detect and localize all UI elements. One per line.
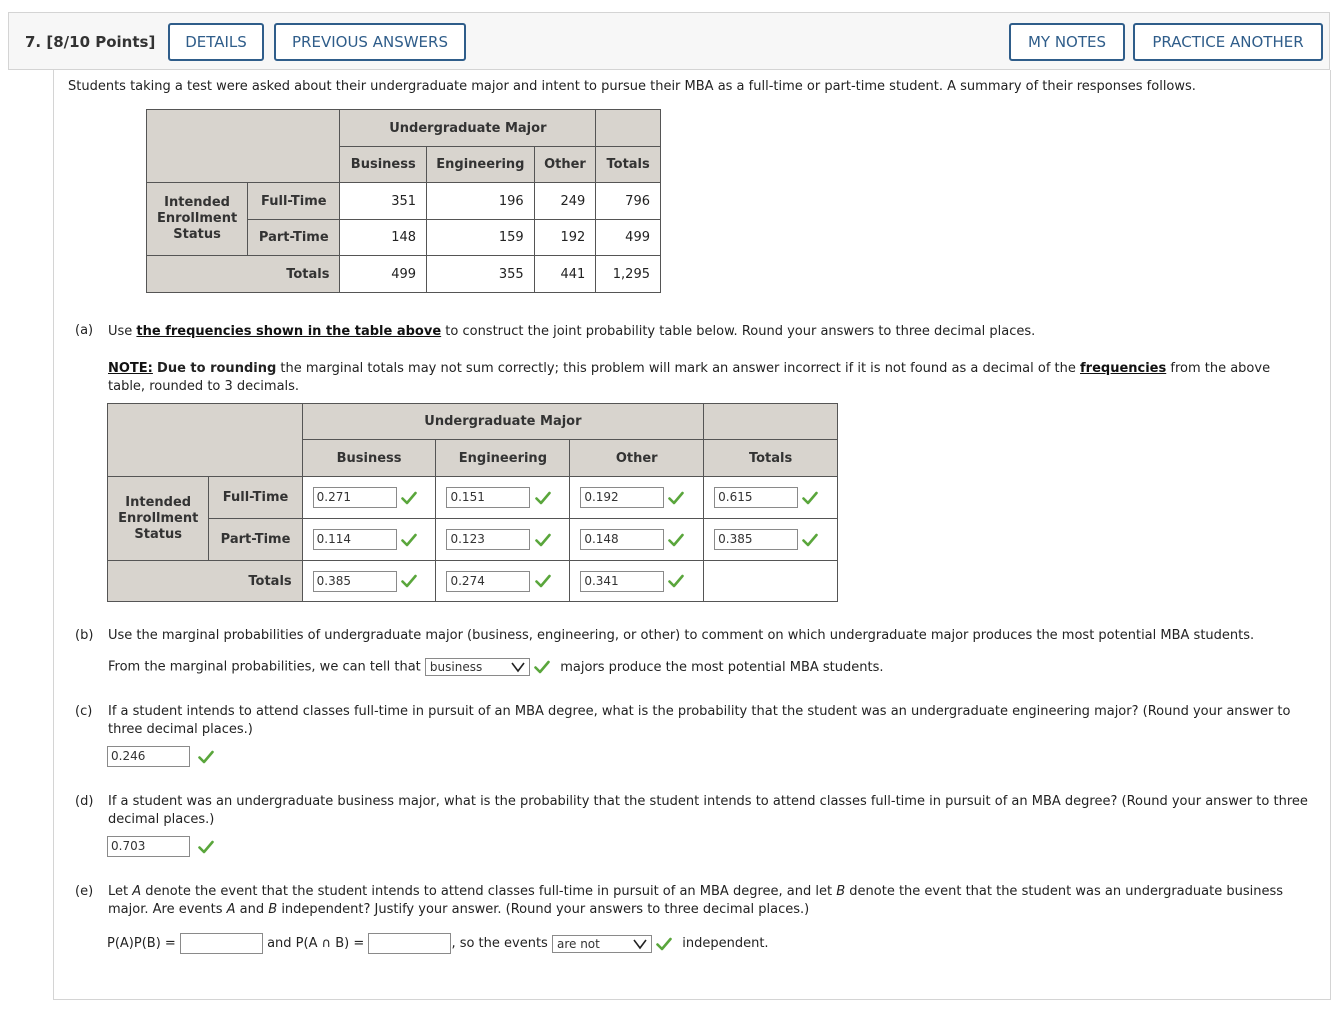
joint-row-totals: Totals [108,561,303,602]
note-text-1: the marginal totals may not sum correctly; this problem will mark an answer incorrect if it is not found as a decimal of the [276,361,1080,376]
part-d-question: If a student was an undergraduate business major, what is the probability that the student intends to attend classes full-time in pursuit of an MBA degree? (Round your answer to three decimal places.) [108,794,1308,827]
joint-cell-ft-totals [704,477,838,519]
joint-corner-cell [108,404,303,477]
answer-input[interactable]: 0.271 [313,487,397,508]
part-a-post: to construct the joint probability table below. Round your answers to three decimal places. [441,324,1036,339]
check-icon [198,840,214,854]
row-part-time: Part-Time [248,220,340,256]
row-totals: Totals [147,256,340,293]
part-e-tail: independent. [682,936,769,951]
part-e-marker: (e) [75,884,94,899]
event-a: A [226,902,236,917]
joint-cell-pt-other [570,519,704,561]
part-b-marker: (b) [75,628,94,643]
corner-cell [147,110,340,183]
joint-probability-table [107,403,838,602]
check-icon [535,533,551,547]
joint-cell-total-engineering [436,561,570,602]
joint-cell-total-other [570,561,704,602]
frequency-table [146,109,661,293]
joint-col-business: Business [302,440,436,477]
note-label: NOTE: [108,361,153,376]
answer-input[interactable]: 0.192 [580,487,664,508]
so-the-events-label: , so the events [451,936,548,951]
part-e-q2: denote the event that the student intends to attend classes full-time in pursuit of an MBA degree, and let [141,884,837,899]
part-e-answer-line [107,933,1207,954]
cell-ft-other: 249 [534,183,596,220]
check-icon [668,491,684,505]
check-icon [198,750,214,764]
row-group-label: Intended Enrollment Status [147,183,248,256]
check-icon [401,491,417,505]
major-select-value: business [429,660,483,674]
major-select[interactable] [425,658,530,676]
part-b-question: Use the marginal probabilities of undergraduate major (business, engineering, or other) to comment on which undergraduate major produces the most potential MBA students. [108,628,1255,643]
joint-row-full-time: Full-Time [209,477,302,519]
part-c-marker: (c) [75,704,93,719]
joint-cell-pt-business [302,519,436,561]
previous-answers-button[interactable]: PREVIOUS ANSWERS [274,23,466,61]
col-other: Other [534,147,596,183]
frequencies-link[interactable]: frequencies [1080,361,1167,376]
intro-text: Students taking a test were asked about their undergraduate major and intent to pursue their MBA as a full-time or part-time student. A summary of their responses follows. [68,79,1196,94]
part-a-pre: Use [108,324,137,339]
part-a-text [108,323,1308,341]
cell-total-business: 499 [340,256,427,293]
col-engineering: Engineering [427,147,535,183]
part-e-q5: independent? Justify your answer. (Round your answers to three decimal places.) [277,902,810,917]
cell-grand-total: 1,295 [596,256,661,293]
joint-row-group-label: Intended Enrollment Status [108,477,209,561]
part-c-answer [107,746,214,767]
event-b: B [268,902,278,917]
note-text-2: from the above table, rounded to 3 decimals. [108,361,1271,394]
joint-col-other: Other [570,440,704,477]
joint-cell-total-business [302,561,436,602]
check-icon [668,574,684,588]
answer-input[interactable]: 0.114 [313,529,397,550]
cell-ft-engineering: 196 [427,183,535,220]
pab-label: and P(A ∩ B) = [267,936,365,951]
chevron-down-icon [633,938,647,950]
part-a-note [108,360,1298,396]
joint-cell-pt-engineering [436,519,570,561]
question-header [8,12,1330,70]
part-d-answer [107,836,214,857]
note-bold: Due to rounding [157,361,277,376]
joint-cell-grand-total [704,561,838,602]
check-icon [668,533,684,547]
answer-input[interactable]: 0.703 [107,836,190,857]
check-icon [802,491,818,505]
cell-ft-business: 351 [340,183,427,220]
cell-pt-engineering: 159 [427,220,535,256]
answer-input[interactable]: 0.341 [580,571,664,592]
answer-input[interactable]: 0.385 [714,529,798,550]
practice-another-button[interactable]: PRACTICE ANOTHER [1133,23,1323,61]
joint-row-part-time: Part-Time [209,519,302,561]
answer-input[interactable]: 0.274 [446,571,530,592]
answer-input[interactable]: 0.615 [714,487,798,508]
part-e-q3: denote the event that the student was an undergraduate business major. Are events [108,884,1283,917]
check-icon [802,533,818,547]
blank-cell [596,110,661,147]
chevron-down-icon [511,661,525,673]
answer-input[interactable]: 0.385 [313,571,397,592]
check-icon [401,533,417,547]
details-button[interactable]: DETAILS [168,23,264,61]
answer-input[interactable]: 0.123 [446,529,530,550]
part-b-lead: From the marginal probabilities, we can tell that [108,659,421,675]
check-icon [534,660,550,674]
col-totals: Totals [596,147,661,183]
pa-pb-input[interactable] [180,933,263,954]
joint-col-engineering: Engineering [436,440,570,477]
joint-cell-ft-business [302,477,436,519]
joint-major-header: Undergraduate Major [302,404,703,440]
independence-select[interactable] [552,935,652,953]
answer-input[interactable]: 0.151 [446,487,530,508]
cell-ft-totals: 796 [596,183,661,220]
joint-cell-ft-other [570,477,704,519]
part-b-tail: majors produce the most potential MBA students. [560,659,884,675]
cell-total-other: 441 [534,256,596,293]
check-icon [656,937,672,951]
event-a: A [132,884,142,899]
part-e-question [108,883,1308,919]
pab-input[interactable] [368,933,451,954]
independence-select-value: are not [556,936,600,951]
joint-col-totals: Totals [704,440,838,477]
cell-pt-totals: 499 [596,220,661,256]
check-icon [535,574,551,588]
cell-pt-other: 192 [534,220,596,256]
part-e-q1: Let [108,884,133,899]
pa-pb-label: P(A)P(B) = [107,936,176,951]
answer-input[interactable]: 0.246 [107,746,190,767]
check-icon [401,574,417,588]
cell-total-engineering: 355 [427,256,535,293]
frequencies-table-link[interactable]: the frequencies shown in the table above [136,324,442,339]
joint-cell-ft-engineering [436,477,570,519]
part-e-q4: and [235,902,269,917]
part-d-marker: (d) [75,794,94,809]
cell-pt-business: 148 [340,220,427,256]
answer-input[interactable]: 0.148 [580,529,664,550]
part-c-question: If a student intends to attend classes full-time in pursuit of an MBA degree, what is the probability that the student was an undergraduate engineering major? (Round your answer to three decimal places.) [108,704,1291,737]
part-b-answer-line [108,658,1108,677]
check-icon [535,491,551,505]
joint-blank-cell [704,404,838,440]
major-header: Undergraduate Major [340,110,596,147]
event-b: B [836,884,846,899]
col-business: Business [340,147,427,183]
part-a-marker: (a) [75,323,94,338]
my-notes-button[interactable]: MY NOTES [1009,23,1125,61]
question-number: 7. [8/10 Points] [25,33,156,51]
joint-cell-pt-totals [704,519,838,561]
row-full-time: Full-Time [248,183,340,220]
